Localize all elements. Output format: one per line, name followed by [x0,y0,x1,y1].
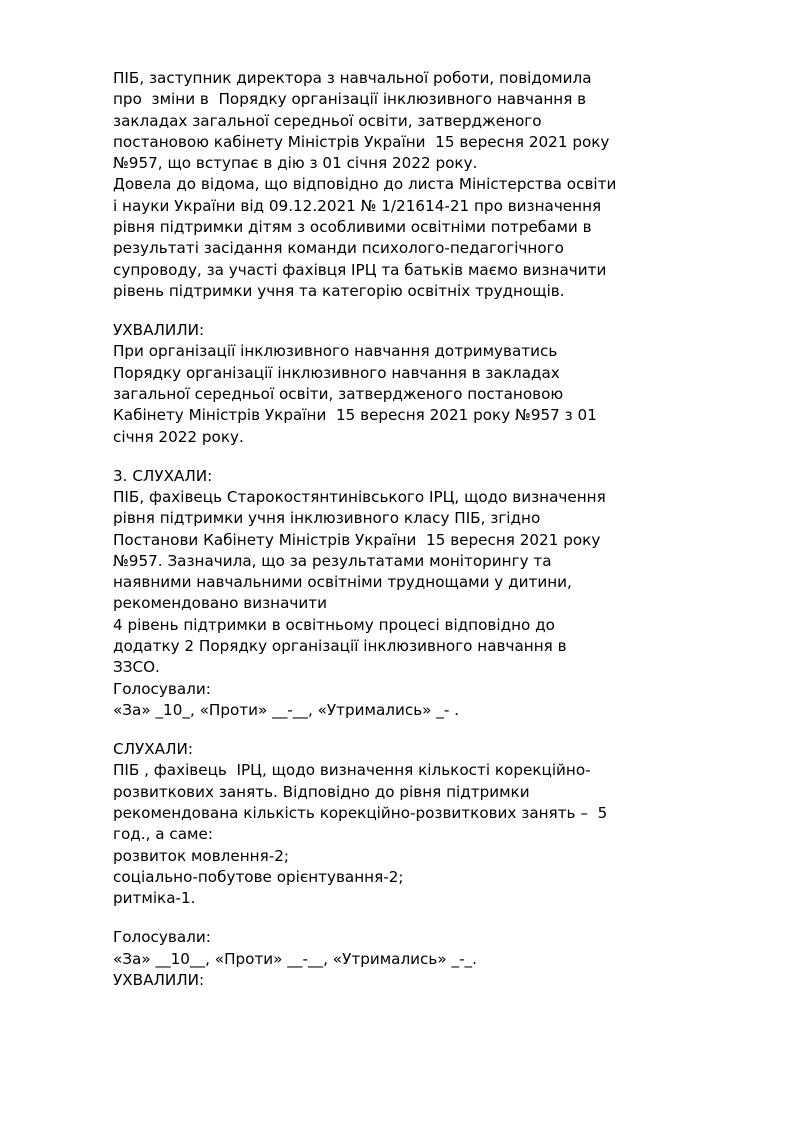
text-line: ПІБ, заступник директора з навчальної роботи, повідомила [113,69,592,87]
text-line: розвиткових занять. Відповідно до рівня підтримки [113,782,530,801]
paragraph [113,466,713,615]
text-line: «За» _10_, «Проти» __-__, «Утримались» _- . [113,700,460,719]
text-line: розвиток мовлення-2; [113,846,289,865]
text-line: год., а саме: [113,825,213,844]
paragraph [113,927,713,991]
text-line: УХВАЛИЛИ: [113,970,205,989]
text-line: Постанови Кабінету Міністрів України 15 вересня 2021 року [113,530,601,549]
text-line: наявними навчальними освітніми труднощами у дитини, [113,573,572,592]
text-line: ритміка-1. [113,889,196,908]
text-line: ЗЗСО. [113,658,160,677]
text-line: додатку 2 Порядку організації інклюзивного навчання в [113,637,567,656]
text-line: рівня підтримки учня інклюзивного класу ПІБ, згідно [113,509,541,528]
text-line: рекомендована кількість корекційно-розвиткових занять – 5 [113,804,608,822]
text-line: «За» __10__, «Проти» __-__, «Утримались» _-_. [113,949,477,968]
paragraph [113,174,713,302]
text-line: ПІБ , фахівець ІРЦ, щодо визначення кількості корекційно- [113,761,591,780]
paragraph [113,320,713,448]
text-line: супроводу, за участі фахівця ІРЦ та батьків маємо визначити [113,260,607,279]
text-line: рівень підтримки учня та категорію освітніх труднощів. [113,281,565,300]
text-line: рекомендовано визначити [113,594,327,613]
text-line: Довела до відома, що відповідно до листа Міністерства освіти [113,175,617,194]
text-line: 4 рівень підтримки в освітньому процесі відповідно до [113,615,555,634]
document-body [113,68,713,991]
text-line: загальної середньої освіти, затвердженого постановою [113,384,564,403]
text-line: Голосували: [113,928,211,947]
text-line: постановою кабінету Міністрів України 15 вересня 2021 року [113,132,610,151]
text-line: СЛУХАЛИ: [113,740,193,759]
text-line: ПІБ, фахівець Старокостянтинівського ІРЦ, щодо визначення [113,488,606,507]
text-line: Голосували: [113,679,211,698]
text-line: соціально-побутове орієнтування-2; [113,867,404,886]
paragraph [113,679,713,722]
paragraph [113,615,713,679]
text-line: і науки України від 09.12.2021 № 1/21614-21 про визначення [113,196,602,215]
text-line: №957, що вступає в дію з 01 січня 2022 року. [113,154,478,173]
paragraph [113,846,713,910]
text-line: №957. Зазначила, що за результатами моніторингу та [113,551,552,570]
paragraph [113,739,713,845]
text-line: Порядку організації інклюзивного навчання в закладах [113,363,560,382]
text-line: закладах загальної середньої освіти, затвердженого [113,111,542,130]
text-line: Кабінету Міністрів України 15 вересня 2021 року №957 з 01 [113,406,597,425]
text-line: При організації інклюзивного навчання дотримуватись [113,342,558,361]
paragraph [113,68,713,174]
text-line: рівня підтримки дітям з особливими освітніми потребами в [113,217,592,236]
text-line: УХВАЛИЛИ: [113,321,205,340]
text-line: результаті засідання команди психолого-педагогічного [113,239,564,258]
text-line: про зміни в Порядку організації інклюзивного навчання в [113,90,587,109]
text-line: 3. СЛУХАЛИ: [113,466,213,485]
text-line: січня 2022 року. [113,427,244,446]
